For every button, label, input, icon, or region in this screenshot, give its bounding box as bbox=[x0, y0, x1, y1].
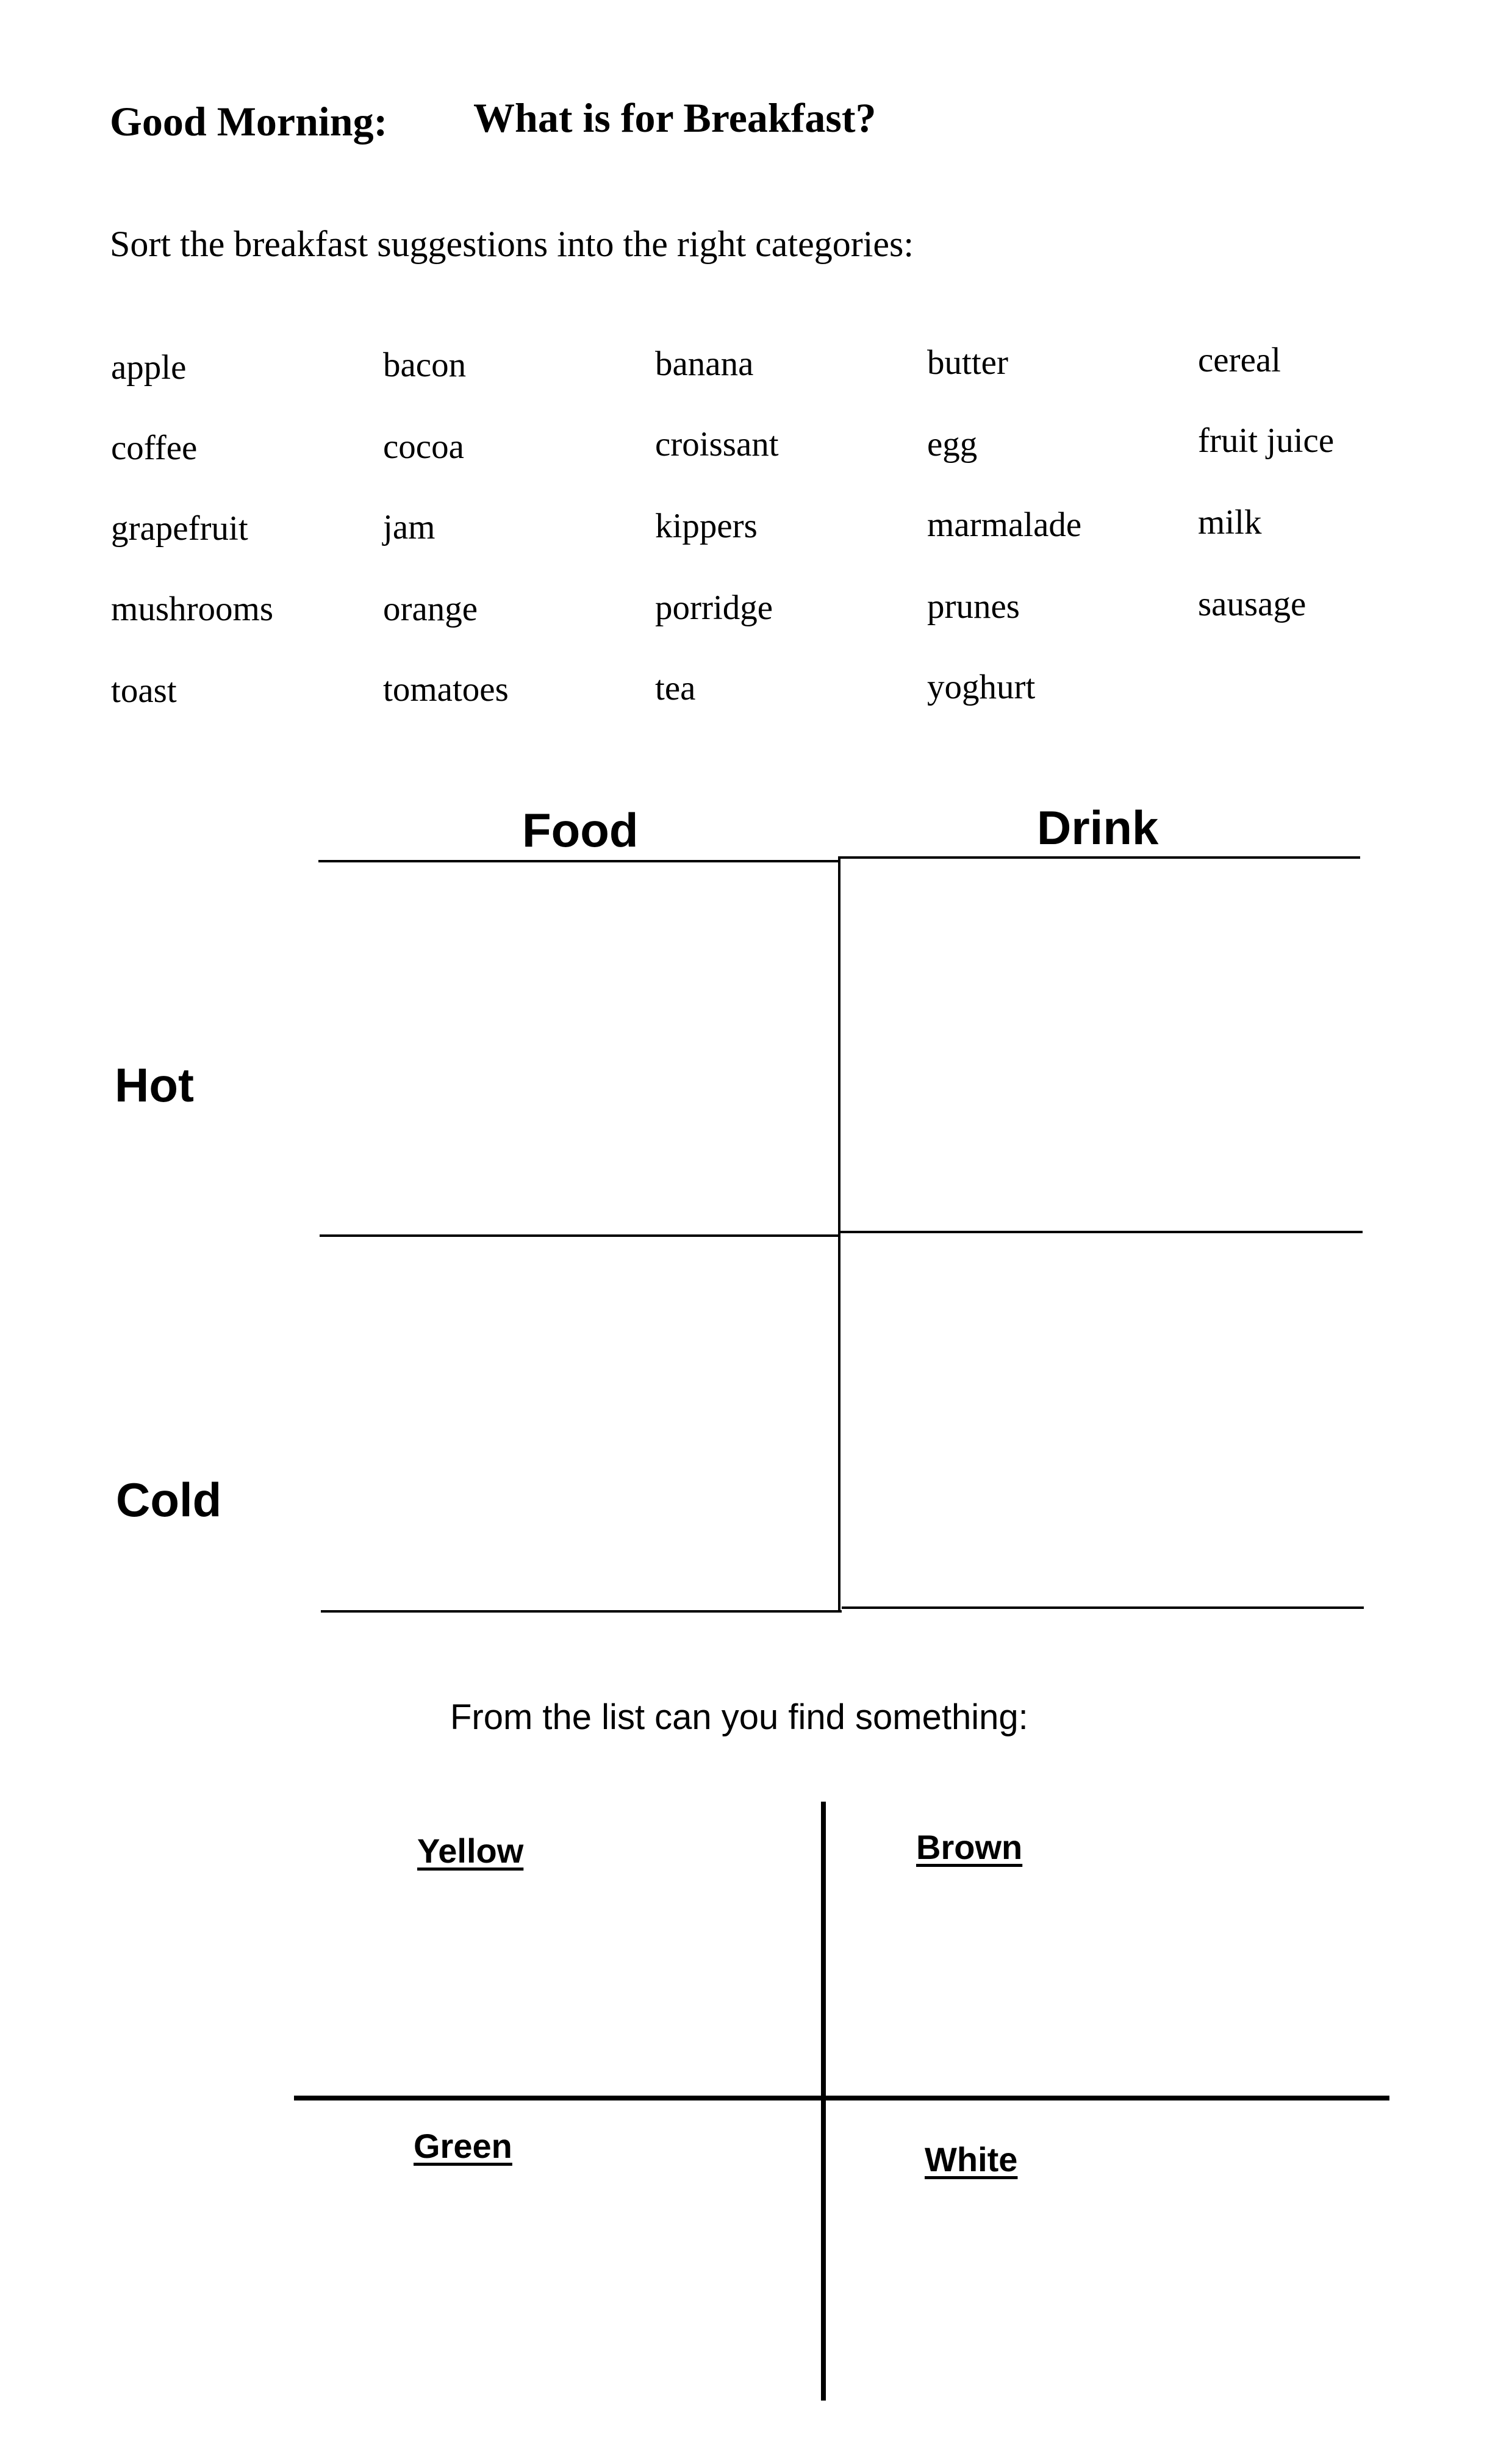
word-item: jam bbox=[383, 508, 435, 546]
greeting-heading: Good Morning: bbox=[110, 98, 388, 145]
word-item: bacon bbox=[383, 346, 467, 384]
label-white: White bbox=[925, 2140, 1018, 2179]
word-item: toast bbox=[111, 672, 177, 710]
colour-grid-horizontal-line bbox=[294, 2096, 1389, 2100]
label-yellow: Yellow bbox=[417, 1832, 524, 1870]
word-item: croissant bbox=[655, 425, 779, 464]
word-item: sausage bbox=[1198, 585, 1306, 623]
word-item: butter bbox=[927, 343, 1008, 382]
word-item: marmalade bbox=[927, 506, 1082, 544]
table-middle-rule-drink bbox=[840, 1231, 1363, 1233]
colour-grid-vertical-line bbox=[821, 1802, 826, 2401]
word-item: tea bbox=[655, 669, 696, 707]
word-item: milk bbox=[1198, 503, 1262, 542]
word-item: cocoa bbox=[383, 428, 464, 466]
row-header-cold: Cold bbox=[116, 1473, 222, 1527]
word-item: mushrooms bbox=[111, 590, 274, 628]
word-item: cereal bbox=[1198, 341, 1281, 379]
word-item: egg bbox=[927, 425, 978, 464]
table-top-rule-drink bbox=[838, 856, 1360, 859]
word-item: grapefruit bbox=[111, 509, 248, 548]
word-item: banana bbox=[655, 345, 754, 383]
word-item: yoghurt bbox=[927, 668, 1036, 706]
column-header-food: Food bbox=[522, 803, 639, 857]
table-top-rule-food bbox=[318, 860, 838, 862]
table-bottom-rule-drink bbox=[842, 1606, 1364, 1609]
word-item: fruit juice bbox=[1198, 421, 1335, 460]
colour-section-prompt: From the list can you find something: bbox=[450, 1697, 1028, 1737]
word-item: tomatoes bbox=[383, 670, 509, 709]
word-item: porridge bbox=[655, 589, 773, 627]
label-brown: Brown bbox=[916, 1828, 1023, 1866]
instruction-text: Sort the breakfast suggestions into the right categories: bbox=[110, 224, 914, 264]
table-bottom-rule-food bbox=[321, 1610, 842, 1613]
label-green: Green bbox=[414, 2127, 512, 2165]
word-item: orange bbox=[383, 590, 478, 628]
table-column-divider bbox=[838, 856, 840, 1610]
word-item: coffee bbox=[111, 429, 198, 467]
column-header-drink: Drink bbox=[1037, 801, 1159, 854]
page-title: What is for Breakfast? bbox=[473, 95, 876, 141]
table-middle-rule-food bbox=[320, 1234, 840, 1237]
word-item: prunes bbox=[927, 587, 1020, 626]
word-item: apple bbox=[111, 348, 187, 387]
word-item: kippers bbox=[655, 507, 758, 545]
row-header-hot: Hot bbox=[115, 1058, 194, 1112]
